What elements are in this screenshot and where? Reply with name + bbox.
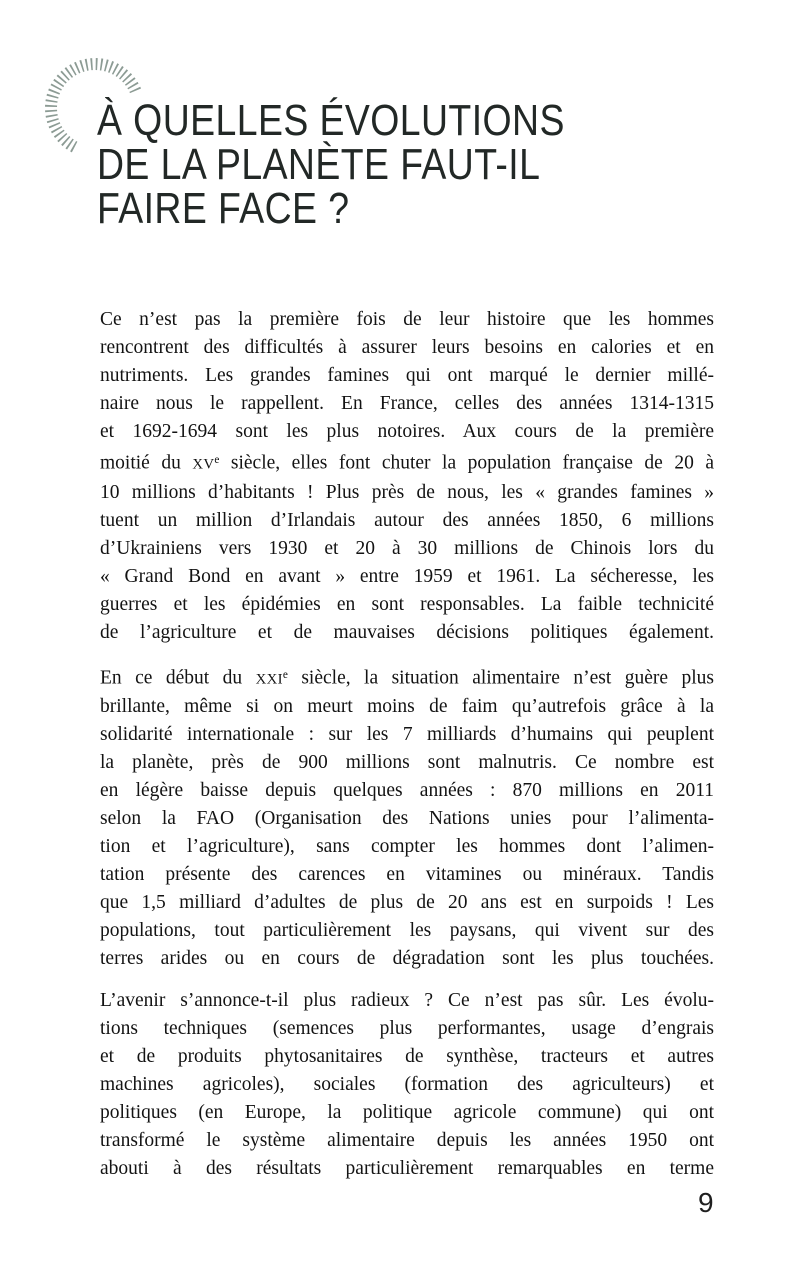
text-run: la planète, près de 900 millions sont malnutris. Ce nombre est <box>100 752 714 774</box>
chapter-title <box>97 96 565 233</box>
body-text <box>100 306 714 1183</box>
text-line <box>100 861 714 889</box>
text-run: transformé le système alimentaire depuis les années 1950 ont <box>100 1130 714 1152</box>
text-line <box>100 661 714 694</box>
text-line <box>100 1071 714 1099</box>
ordinal-superscript: e <box>214 454 220 466</box>
text-run: nutriments. Les grandes famines qui ont marqué le dernier millé- <box>100 365 714 386</box>
text-run: siècle, elles font chuter la population française de 20 à <box>219 452 715 474</box>
text-line <box>100 1043 714 1071</box>
text-run: tuent un million d’Irlandais autour des années 1850, 6 millions <box>100 509 714 531</box>
small-caps-numeral: XV <box>192 456 215 473</box>
text-run: tion et l’agriculture), sans compter les hommes dont l’alimen- <box>100 836 714 858</box>
text-line <box>100 721 714 749</box>
text-line <box>100 917 714 945</box>
text-run: d’Ukrainiens vers 1930 et 20 à 30 millions de Chinois lors du <box>100 537 714 559</box>
text-line <box>100 446 714 479</box>
text-line <box>100 563 714 591</box>
text-run: et 1692-1694 sont les plus notoires. Aux cours de la première <box>100 421 714 442</box>
text-run: 10 millions d’habitants ! Plus près de nous, les « grandes famines » <box>100 481 714 503</box>
paragraph <box>100 306 714 647</box>
text-run: naire nous le rappellent. En France, celles des années 1314-1315 <box>100 393 714 414</box>
text-run: brillante, même si on meurt moins de faim qu’autrefois grâce à la <box>100 696 714 718</box>
text-line <box>100 418 714 446</box>
text-line <box>100 390 714 418</box>
text-run: En ce début du <box>100 667 256 689</box>
text-run: solidarité internationale : sur les 7 milliards d’humains qui peuplent <box>100 724 714 746</box>
text-run: terres arides ou en cours de dégradation sont les plus touchées. <box>100 948 714 970</box>
text-line <box>100 777 714 805</box>
text-run: siècle, la situation alimentaire n’est guère plus <box>287 667 714 689</box>
text-line <box>100 591 714 619</box>
text-run: que 1,5 milliard d’adultes de plus de 20 ans est en surpoids ! Les <box>100 892 714 914</box>
chapter-title-line: FAIRE FACE ? <box>97 184 350 233</box>
text-run: rencontrent des difficultés à assurer leurs besoins en calories et en <box>100 337 714 358</box>
text-line <box>100 1099 714 1127</box>
text-line <box>100 507 714 535</box>
text-line <box>100 306 714 334</box>
paragraph <box>100 661 714 974</box>
text-run: populations, tout particulièrement les paysans, qui vivent sur des <box>100 920 714 942</box>
text-line <box>100 334 714 362</box>
text-run: guerres et les épidémies en sont responsables. La faible technicité <box>100 593 714 615</box>
text-run: « Grand Bond en avant » entre 1959 et 1961. La sécheresse, les <box>100 565 714 587</box>
text-run: de l’agriculture et de mauvaises décisions politiques également. <box>100 621 714 643</box>
text-run: moitié du <box>100 452 193 474</box>
text-run: politiques (en Europe, la politique agricole commune) qui ont <box>100 1102 714 1124</box>
text-line <box>100 833 714 861</box>
text-line <box>100 362 714 390</box>
text-run: L’avenir s’annonce-t-il plus radieux ? Ce n’est pas sûr. Les évolu- <box>100 990 714 1012</box>
text-run: machines agricoles), sociales (formation des agriculteurs) et <box>100 1074 714 1096</box>
text-run: Ce n’est pas la première fois de leur histoire que les hommes <box>100 309 714 330</box>
small-caps-numeral: XXI <box>255 671 283 688</box>
text-line <box>100 479 714 507</box>
text-line <box>100 1155 714 1183</box>
text-line <box>100 987 714 1015</box>
text-line <box>100 1127 714 1155</box>
text-run: tions techniques (semences plus performantes, usage d’engrais <box>100 1018 714 1040</box>
text-run: et de produits phytosanitaires de synthèse, tracteurs et autres <box>100 1046 714 1068</box>
page-number: 9 <box>698 1187 714 1218</box>
text-line <box>100 535 714 563</box>
chapter-title-line: DE LA PLANÈTE FAUT-IL <box>97 140 541 189</box>
text-line <box>100 945 714 973</box>
text-line <box>100 619 714 647</box>
text-run: tation présente des carences en vitamines ou minéraux. Tandis <box>100 864 714 886</box>
paragraph <box>100 987 714 1183</box>
ordinal-superscript: e <box>282 668 288 681</box>
text-line <box>100 805 714 833</box>
text-run: selon la FAO (Organisation des Nations unies pour l’alimenta- <box>100 808 714 830</box>
text-run: en légère baisse depuis quelques années : 870 millions en 2011 <box>100 780 714 802</box>
text-line <box>100 889 714 917</box>
chapter-title-line: À QUELLES ÉVOLUTIONS <box>97 96 565 145</box>
text-run: abouti à des résultats particulièrement remarquables en terme <box>100 1158 714 1180</box>
text-line <box>100 749 714 777</box>
text-line <box>100 693 714 721</box>
text-line <box>100 1015 714 1043</box>
